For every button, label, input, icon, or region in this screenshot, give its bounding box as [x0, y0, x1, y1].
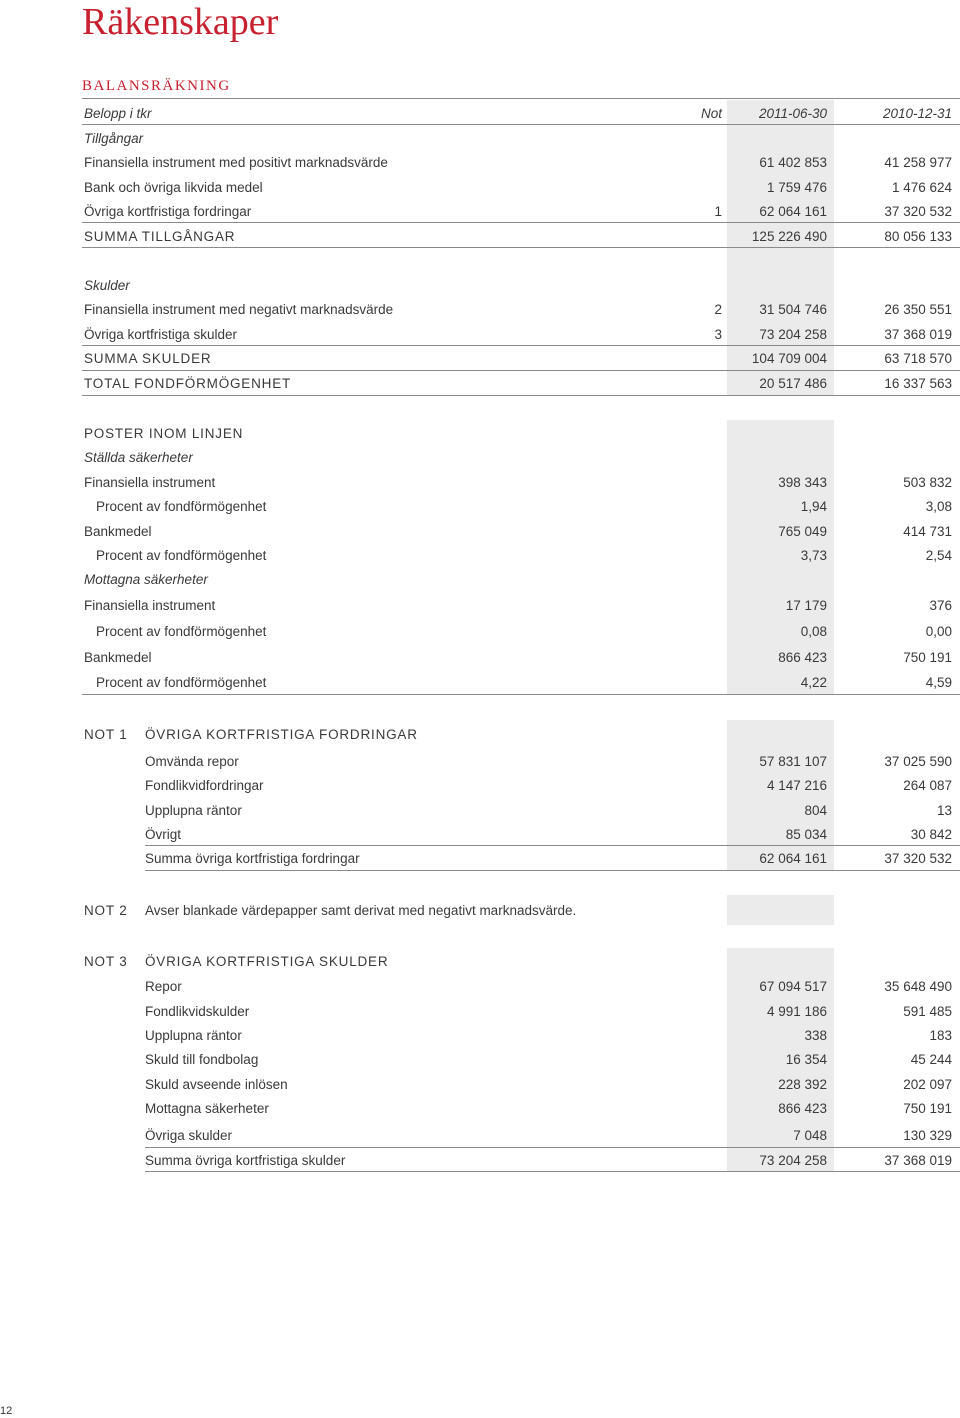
row-label: Upplupna räntor [145, 1028, 242, 1043]
row-value-2011: 228 392 [778, 1077, 827, 1092]
row-value-2010: 37 025 590 [884, 754, 952, 769]
row-value-2010: 376 [929, 598, 952, 613]
row-label: Fondlikvidskulder [145, 1004, 250, 1019]
table-row [82, 823, 960, 847]
row-label: Bank och övriga likvida medel [84, 180, 263, 195]
subheading [82, 446, 960, 470]
row-label: Bankmedel [84, 650, 152, 665]
row-label: Upplupna räntor [145, 803, 242, 818]
table-row [82, 200, 960, 224]
row-label: Finansiella instrument med negativt marknadsvärde [84, 302, 394, 317]
row-value-2010: 503 832 [903, 475, 952, 490]
row-value-2011: 866 423 [778, 1101, 827, 1116]
divider [82, 247, 960, 248]
mottagna-heading: Mottagna säkerheter [84, 572, 208, 587]
row-value-2010: 3,08 [925, 499, 952, 514]
table-row [82, 520, 960, 544]
total-value-2010: 16 337 563 [884, 376, 952, 391]
sum-value-2010: 63 718 570 [884, 351, 952, 366]
row-value-2010: 130 329 [903, 1128, 952, 1143]
row-value-2011: 765 049 [778, 524, 827, 539]
sum-label: SUMMA TILLGÅNGAR [84, 229, 236, 244]
row-value-2011: 4 147 216 [766, 778, 827, 793]
row-value-2010: 37 368 019 [884, 327, 952, 342]
row-value-2010: 202 097 [903, 1077, 952, 1092]
row-value-2010: 264 087 [903, 778, 952, 793]
divider [82, 370, 960, 371]
total-row [82, 372, 960, 396]
row-value-2010: 26 350 551 [884, 302, 952, 317]
row-value-2010: 30 842 [910, 827, 952, 842]
row-value-2011: 4 991 186 [766, 1004, 827, 1019]
row-value-2010: 13 [936, 803, 952, 818]
table-row [82, 620, 960, 644]
row-value-2011: 85 034 [785, 827, 827, 842]
subheading [82, 568, 960, 592]
row-not: 2 [714, 302, 722, 317]
note-3-label: NOT 3 [84, 954, 128, 969]
row-label: Finansiella instrument [84, 598, 216, 613]
table-row [82, 1000, 960, 1024]
table-row [82, 646, 960, 670]
row-value-2011: 57 831 107 [759, 754, 827, 769]
table-row [82, 495, 960, 519]
divider [82, 345, 960, 346]
row-label: Procent av fondförmögenhet [96, 548, 267, 563]
divider [82, 124, 960, 125]
note-1-title: ÖVRIGA KORTFRISTIGA FORDRINGAR [145, 727, 418, 742]
row-value-2011: 398 343 [778, 475, 827, 490]
divider [82, 222, 960, 223]
row-value-2011: 31 504 746 [759, 302, 827, 317]
table-row [82, 671, 960, 695]
sum-value-2010: 37 368 019 [884, 1153, 952, 1168]
table-row [82, 298, 960, 322]
row-label: Omvända repor [145, 754, 239, 769]
header-col1: 2011-06-30 [758, 106, 827, 121]
row-value-2010: 183 [929, 1028, 952, 1043]
subheading-label: Skulder [84, 278, 130, 293]
table-row [82, 1024, 960, 1048]
row-value-2010: 414 731 [903, 524, 952, 539]
subheading [82, 127, 960, 151]
subheading [82, 274, 960, 298]
sum-value-2011: 104 709 004 [751, 351, 827, 366]
row-value-2010: 37 320 532 [884, 204, 952, 219]
row-label: Skuld till fondbolag [145, 1052, 259, 1067]
table-row [82, 1097, 960, 1121]
subheading [82, 422, 960, 446]
table-row [82, 750, 960, 774]
row-value-2011: 17 179 [785, 598, 827, 613]
row-label: Finansiella instrument [84, 475, 216, 490]
row-not: 1 [714, 204, 722, 219]
row-value-2010: 0,00 [925, 624, 952, 639]
divider [145, 870, 960, 871]
sum-row [82, 225, 960, 249]
stallda-heading: Ställda säkerheter [84, 450, 193, 465]
row-value-2010: 2,54 [925, 548, 952, 563]
sum-value-2011: 125 226 490 [751, 229, 827, 244]
row-value-2010: 591 485 [903, 1004, 952, 1019]
total-label: TOTAL FONDFÖRMÖGENHET [84, 376, 292, 391]
row-label: Repor [145, 979, 182, 994]
page-number: 12 [0, 1405, 13, 1417]
row-value-2011: 3,73 [800, 548, 827, 563]
sum-value-2011: 73 204 258 [759, 1153, 827, 1168]
table-row [82, 151, 960, 175]
header-col2: 2010-12-31 [882, 106, 952, 121]
divider [82, 694, 960, 695]
row-label: Övriga skulder [145, 1128, 233, 1143]
row-label: Övriga kortfristiga fordringar [84, 204, 252, 219]
row-value-2011: 1 759 476 [766, 180, 827, 195]
divider [145, 1147, 960, 1148]
total-value-2011: 20 517 486 [759, 376, 827, 391]
table-row [82, 774, 960, 798]
row-value-2011: 7 048 [793, 1128, 827, 1143]
row-value-2011: 61 402 853 [759, 155, 827, 170]
sum-value-2011: 62 064 161 [759, 851, 827, 866]
row-value-2010: 4,59 [925, 675, 952, 690]
table-row [82, 1124, 960, 1148]
sum-row [82, 347, 960, 371]
row-value-2011: 0,08 [800, 624, 827, 639]
table-row [82, 544, 960, 568]
note-2-text: Avser blankade värdepapper samt derivat med negativt marknadsvärde. [145, 903, 577, 918]
row-label: Mottagna säkerheter [145, 1101, 269, 1116]
divider [145, 1171, 960, 1172]
sum-row [82, 1149, 960, 1173]
row-value-2011: 62 064 161 [759, 204, 827, 219]
row-value-2011: 4,22 [800, 675, 827, 690]
row-value-2011: 338 [804, 1028, 827, 1043]
table-row [82, 323, 960, 347]
row-value-2011: 67 094 517 [759, 979, 827, 994]
sum-label: Summa övriga kortfristiga skulder [145, 1153, 346, 1168]
row-label: Procent av fondförmögenhet [96, 499, 267, 514]
note-2-label: NOT 2 [84, 903, 128, 918]
divider [82, 395, 960, 396]
sum-label: Summa övriga kortfristiga fordringar [145, 851, 360, 866]
sum-value-2010: 80 056 133 [884, 229, 952, 244]
row-value-2011: 73 204 258 [759, 327, 827, 342]
row-value-2010: 750 191 [903, 1101, 952, 1116]
row-value-2011: 804 [804, 803, 827, 818]
table-header [82, 102, 960, 126]
row-value-2010: 45 244 [910, 1052, 952, 1067]
row-value-2010: 1 476 624 [891, 180, 952, 195]
row-label: Övrigt [145, 827, 182, 842]
note-1-label: NOT 1 [84, 727, 128, 742]
sum-row [82, 847, 960, 871]
table-row [82, 975, 960, 999]
divider [145, 845, 960, 846]
sum-value-2010: 37 320 532 [884, 851, 952, 866]
row-label: Skuld avseende inlösen [145, 1077, 288, 1092]
header-label: Belopp i tkr [84, 106, 152, 121]
subheading-label: Tillgångar [84, 131, 144, 146]
divider [82, 98, 960, 99]
row-label: Procent av fondförmögenhet [96, 675, 267, 690]
page-title: Räkenskaper [82, 1, 279, 43]
row-label: Finansiella instrument med positivt marknadsvärde [84, 155, 388, 170]
row-label: Fondlikvidfordringar [145, 778, 264, 793]
row-value-2011: 866 423 [778, 650, 827, 665]
row-label: Övriga kortfristiga skulder [84, 327, 238, 342]
sum-label: SUMMA SKULDER [84, 351, 212, 366]
table-row [82, 176, 960, 200]
row-value-2010: 35 648 490 [884, 979, 952, 994]
row-value-2011: 1,94 [800, 499, 827, 514]
row-label: Procent av fondförmögenhet [96, 624, 267, 639]
table-row [82, 1048, 960, 1072]
row-value-2010: 750 191 [903, 650, 952, 665]
note-3-title: ÖVRIGA KORTFRISTIGA SKULDER [145, 954, 389, 969]
row-not: 3 [714, 327, 722, 342]
row-value-2011: 16 354 [785, 1052, 827, 1067]
table-row [82, 594, 960, 618]
row-value-2010: 41 258 977 [884, 155, 952, 170]
table-row [82, 471, 960, 495]
table-row [82, 799, 960, 823]
poster-heading: POSTER INOM LINJEN [84, 426, 244, 441]
row-label: Bankmedel [84, 524, 152, 539]
header-not: Not [700, 106, 722, 121]
table-row [82, 1073, 960, 1097]
section-title: BALANSRÄKNING [82, 78, 231, 94]
